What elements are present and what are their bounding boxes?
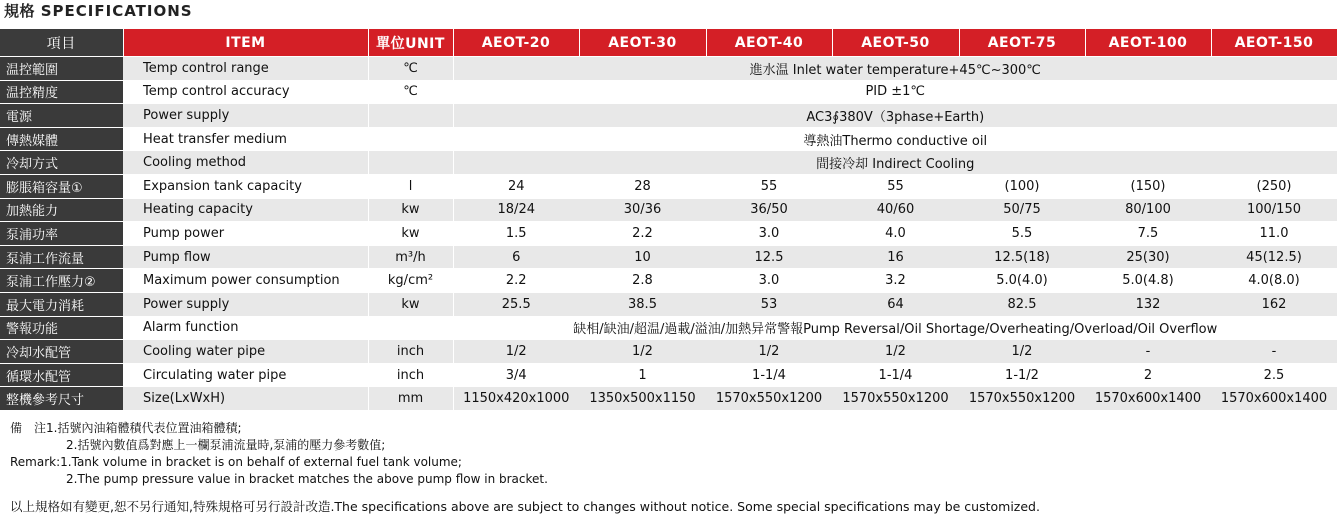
- row-value: 55: [706, 174, 832, 198]
- table-row: [0, 340, 1337, 364]
- note-line: 2.括號內數值爲對應上一欄泵浦流量時,泵浦的壓力參考數值;: [66, 438, 386, 452]
- row-value: 1-1/4: [706, 363, 832, 387]
- spec-table: [0, 29, 1338, 411]
- row-value: 36/50: [706, 198, 832, 222]
- row-value: 1570x550x1200: [959, 387, 1085, 411]
- header-item: ITEM: [123, 29, 368, 57]
- row-value: 1: [579, 363, 706, 387]
- row-value: 1570x600x1400: [1211, 387, 1337, 411]
- row-unit: [368, 127, 453, 151]
- row-value: (250): [1211, 174, 1337, 198]
- row-value: 1-1/4: [832, 363, 959, 387]
- title-zh: 規格: [4, 2, 36, 20]
- row-label-zh: 冷却方式: [0, 151, 123, 175]
- row-value: 132: [1085, 292, 1211, 316]
- row-label-en: Size(LxWxH): [123, 387, 368, 411]
- row-value: 28: [579, 174, 706, 198]
- row-value: 2.8: [579, 269, 706, 293]
- row-value: 25(30): [1085, 245, 1211, 269]
- row-value: 2.2: [579, 222, 706, 246]
- row-label-zh: 循環水配管: [0, 363, 123, 387]
- row-value: 3/4: [453, 363, 579, 387]
- note-line: Remark:1.Tank volume in bracket is on behalf of external fuel tank volume;: [10, 455, 462, 469]
- header-zh: 項目: [0, 29, 123, 57]
- row-value: 3.2: [832, 269, 959, 293]
- note-line: 備 注1.括號內油箱體積代表位置油箱體積;: [10, 421, 242, 435]
- page-title: [4, 0, 193, 22]
- table-row: [0, 104, 1337, 128]
- row-label-zh: 最大電力消耗: [0, 292, 123, 316]
- row-value: 18/24: [453, 198, 579, 222]
- row-value: 1.5: [453, 222, 579, 246]
- row-value: 5.0(4.0): [959, 269, 1085, 293]
- row-unit: [368, 316, 453, 340]
- header-model: AEOT-50: [832, 29, 959, 57]
- row-value: 12.5: [706, 245, 832, 269]
- row-value: 11.0: [1211, 222, 1337, 246]
- row-label-en: Expansion tank capacity: [123, 174, 368, 198]
- row-value: 55: [832, 174, 959, 198]
- row-value: 25.5: [453, 292, 579, 316]
- row-label-zh: 冷却水配管: [0, 340, 123, 364]
- row-value: 1350x500x1150: [579, 387, 706, 411]
- row-value: (150): [1085, 174, 1211, 198]
- header-model: AEOT-150: [1211, 29, 1337, 57]
- row-value: 38.5: [579, 292, 706, 316]
- row-label-en: Circulating water pipe: [123, 363, 368, 387]
- table-row: [0, 316, 1337, 340]
- row-value-merged: PID ±1℃: [453, 80, 1337, 104]
- row-value: 1/2: [959, 340, 1085, 364]
- row-label-en: Heat transfer medium: [123, 127, 368, 151]
- row-value: 64: [832, 292, 959, 316]
- row-label-en: Alarm function: [123, 316, 368, 340]
- table-row: [0, 245, 1337, 269]
- footer-disclaimer: 以上規格如有變更,恕不另行通知,特殊規格可另行設計改造.The specifications above are subject to changes without notice. Some special specifications may be customized.: [10, 499, 1040, 514]
- row-value: 1-1/2: [959, 363, 1085, 387]
- row-unit: m³/h: [368, 245, 453, 269]
- row-value-merged: 進水温 Inlet water temperature+45℃~300℃: [453, 57, 1337, 81]
- row-label-zh: 電源: [0, 104, 123, 128]
- row-label-en: Cooling method: [123, 151, 368, 175]
- row-unit: kg/cm²: [368, 269, 453, 293]
- row-label-zh: 温控範圍: [0, 57, 123, 81]
- row-unit: mm: [368, 387, 453, 411]
- row-label-en: Cooling water pipe: [123, 340, 368, 364]
- row-label-zh: 傳熱媒體: [0, 127, 123, 151]
- header-model: AEOT-20: [453, 29, 579, 57]
- row-value: 82.5: [959, 292, 1085, 316]
- row-value: 162: [1211, 292, 1337, 316]
- row-value: 7.5: [1085, 222, 1211, 246]
- row-unit: kw: [368, 222, 453, 246]
- row-unit: kw: [368, 198, 453, 222]
- spec-table-body: [0, 29, 1337, 410]
- row-label-en: Pump power: [123, 222, 368, 246]
- note-line: 2.The pump pressure value in bracket matches the above pump flow in bracket.: [66, 472, 548, 486]
- row-value: 1/2: [832, 340, 959, 364]
- row-value: 1570x600x1400: [1085, 387, 1211, 411]
- header-unit: 單位UNIT: [368, 29, 453, 57]
- row-label-en: Power supply: [123, 104, 368, 128]
- row-value: 100/150: [1211, 198, 1337, 222]
- row-value: 12.5(18): [959, 245, 1085, 269]
- row-value: -: [1085, 340, 1211, 364]
- row-unit: [368, 104, 453, 128]
- row-value: (100): [959, 174, 1085, 198]
- table-row: [0, 363, 1337, 387]
- row-label-en: Pump flow: [123, 245, 368, 269]
- table-row: [0, 127, 1337, 151]
- row-label-en: Maximum power consumption: [123, 269, 368, 293]
- row-value: 10: [579, 245, 706, 269]
- row-value: 24: [453, 174, 579, 198]
- header-model: AEOT-100: [1085, 29, 1211, 57]
- table-header-row: [0, 29, 1337, 57]
- row-value: 16: [832, 245, 959, 269]
- row-label-zh: 泵浦工作流量: [0, 245, 123, 269]
- row-value: 1150x420x1000: [453, 387, 579, 411]
- row-unit: ℃: [368, 57, 453, 81]
- row-label-zh: 泵浦功率: [0, 222, 123, 246]
- row-value: 4.0(8.0): [1211, 269, 1337, 293]
- row-unit: [368, 151, 453, 175]
- row-value: 2.5: [1211, 363, 1337, 387]
- header-model: AEOT-30: [579, 29, 706, 57]
- row-value-merged: 間接冷却 Indirect Cooling: [453, 151, 1337, 175]
- row-value: 1/2: [579, 340, 706, 364]
- notes: [10, 420, 548, 488]
- row-value: 5.5: [959, 222, 1085, 246]
- row-value: 3.0: [706, 222, 832, 246]
- header-model: AEOT-40: [706, 29, 832, 57]
- row-unit: ℃: [368, 80, 453, 104]
- header-model: AEOT-75: [959, 29, 1085, 57]
- row-value-merged: 導熱油Thermo conductive oil: [453, 127, 1337, 151]
- row-value: 4.0: [832, 222, 959, 246]
- row-label-en: Temp control accuracy: [123, 80, 368, 104]
- row-label-zh: 泵浦工作壓力②: [0, 269, 123, 293]
- row-value-merged: AC3∮380V（3phase+Earth): [453, 104, 1337, 128]
- table-row: [0, 222, 1337, 246]
- row-value: 1/2: [706, 340, 832, 364]
- row-value: 1/2: [453, 340, 579, 364]
- row-label-en: Heating capacity: [123, 198, 368, 222]
- row-value: 50/75: [959, 198, 1085, 222]
- row-value: 1570x550x1200: [706, 387, 832, 411]
- row-value: 2.2: [453, 269, 579, 293]
- row-unit: l: [368, 174, 453, 198]
- row-value: 80/100: [1085, 198, 1211, 222]
- row-value: -: [1211, 340, 1337, 364]
- row-unit: inch: [368, 363, 453, 387]
- table-row: [0, 269, 1337, 293]
- row-value: 40/60: [832, 198, 959, 222]
- table-row: [0, 292, 1337, 316]
- row-label-zh: 膨脹箱容量①: [0, 174, 123, 198]
- row-value: 3.0: [706, 269, 832, 293]
- row-value: 45(12.5): [1211, 245, 1337, 269]
- row-value: 5.0(4.8): [1085, 269, 1211, 293]
- table-row: [0, 387, 1337, 411]
- row-unit: inch: [368, 340, 453, 364]
- row-label-zh: 加熱能力: [0, 198, 123, 222]
- table-row: [0, 151, 1337, 175]
- table-row: [0, 198, 1337, 222]
- row-label-zh: 温控精度: [0, 80, 123, 104]
- row-value: 2: [1085, 363, 1211, 387]
- table-row: [0, 57, 1337, 81]
- row-label-en: Power supply: [123, 292, 368, 316]
- row-label-zh: 警報功能: [0, 316, 123, 340]
- row-value: 6: [453, 245, 579, 269]
- row-label-en: Temp control range: [123, 57, 368, 81]
- row-value: 53: [706, 292, 832, 316]
- table-row: [0, 80, 1337, 104]
- row-label-zh: 整機參考尺寸: [0, 387, 123, 411]
- row-value: 1570x550x1200: [832, 387, 959, 411]
- title-en: SPECIFICATIONS: [40, 2, 193, 20]
- row-value: 30/36: [579, 198, 706, 222]
- row-value-merged: 缺相/缺油/超温/過載/溢油/加熱异常警報Pump Reversal/Oil Shortage/Overheating/Overload/Oil Overflow: [453, 316, 1337, 340]
- row-unit: kw: [368, 292, 453, 316]
- table-row: [0, 174, 1337, 198]
